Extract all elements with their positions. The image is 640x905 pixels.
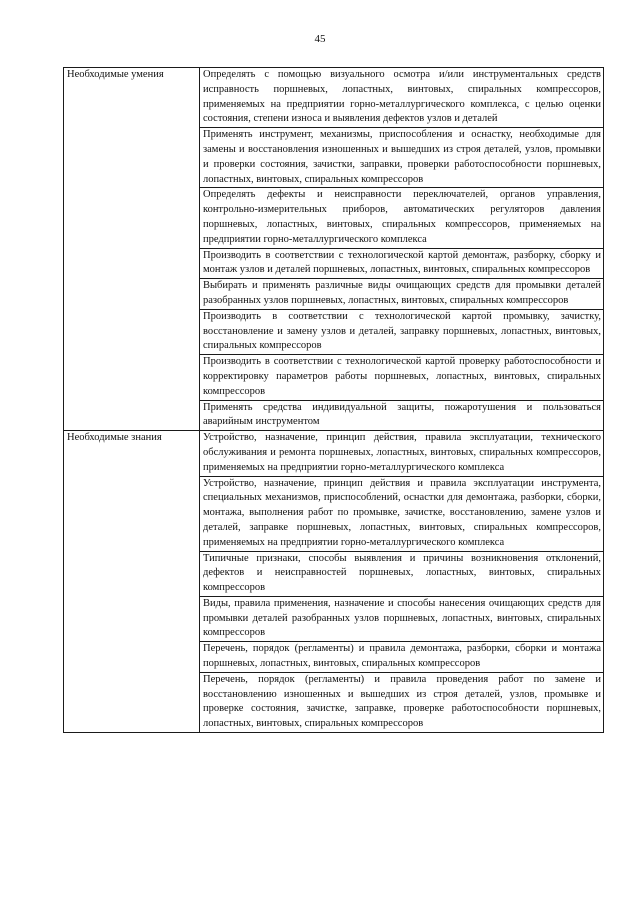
skill-item: Производить в соответствии с технологической картой промывку, зачистку, восстановление и замену узлов и деталей, заправку поршневых, лопастных, винтовых, спиральных компрессоров <box>200 309 604 354</box>
skill-item: Производить в соответствии с технологической картой проверку работоспособности и корректировку параметров работы поршневых, лопастных, винтовых, спиральных компрессоров <box>200 355 604 400</box>
knowledge-item: Устройство, назначение, принцип действия и правила эксплуатации инструмента, специальных механизмов, приспособлений, оснастки для демонтажа, разборки, сборки, монтажа, выполнения работ по промывке, зачистке, восстановлению, замене узлов и деталей, заправке поршневых, лопастных, винтовых, спиральных компрессоров, применяемых на предприятии горно-металлургического комплекса <box>200 476 604 551</box>
skill-item: Производить в соответствии с технологической картой демонтаж, разборку, сборку и монтаж узлов и деталей поршневых, лопастных, винтовых, спиральных компрессоров <box>200 248 604 279</box>
knowledge-item: Типичные признаки, способы выявления и причины возникновения отклонений, дефектов и неисправностей поршневых, лопастных, винтовых, спиральных компрессоров <box>200 551 604 596</box>
knowledge-item: Перечень, порядок (регламенты) и правила демонтажа, разборки, сборки и монтажа поршневых, лопастных, винтовых, спиральных компрессоров <box>200 642 604 673</box>
table-row <box>64 431 604 476</box>
skill-item: Выбирать и применять различные виды очищающих средств для промывки деталей разобранных узлов поршневых, лопастных, винтовых, спиральных компрессоров <box>200 279 604 310</box>
knowledge-item: Виды, правила применения, назначение и способы нанесения очищающих средств для промывки деталей разобранных узлов поршневых, лопастных, винтовых, спиральных компрессоров <box>200 596 604 641</box>
skill-item: Применять инструмент, механизмы, приспособления и оснастку, необходимые для замены и восстановления изношенных и вышедших из строя деталей, узлов, промывки и проверки состояния, зачистки, заправки, проверки работоспособности поршневых, лопастных, винтовых, спиральных компрессоров <box>200 128 604 188</box>
section-label-knowledge: Необходимые знания <box>64 431 200 733</box>
section-label-skills: Необходимые умения <box>64 68 200 431</box>
skill-item: Применять средства индивидуальной защиты, пожаротушения и пользоваться аварийным инструментом <box>200 400 604 431</box>
skill-item: Определять дефекты и неисправности переключателей, органов управления, контрольно-измерительных приборов, автоматических регуляторов давления поршневых, лопастных, винтовых, спиральных компрессоров, применяемых на предприятии горно-металлургического комплекса <box>200 188 604 248</box>
table-row <box>64 68 604 128</box>
knowledge-item: Перечень, порядок (регламенты) и правила проведения работ по замене и восстановлению изношенных и вышедших из строя деталей, узлов, промывке и проверке состояния, зачистке, заправке, проверке работоспособности поршневых, лопастных, винтовых, спиральных компрессоров <box>200 672 604 732</box>
competency-table <box>63 67 604 733</box>
knowledge-item: Устройство, назначение, принцип действия, правила эксплуатации, технического обслуживания и ремонта поршневых, лопастных, винтовых, спиральных компрессоров, применяемых на предприятии горно-металлургического комплекса <box>200 431 604 476</box>
skill-item: Определять с помощью визуального осмотра и/или инструментальных средств исправность поршневых, лопастных, винтовых, спиральных компрессоров, применяемых на предприятии горно-металлургического комплекса, с целью оценки состояния, степени износа и выявления дефектов узлов и деталей <box>200 68 604 128</box>
page-number: 45 <box>314 33 326 45</box>
